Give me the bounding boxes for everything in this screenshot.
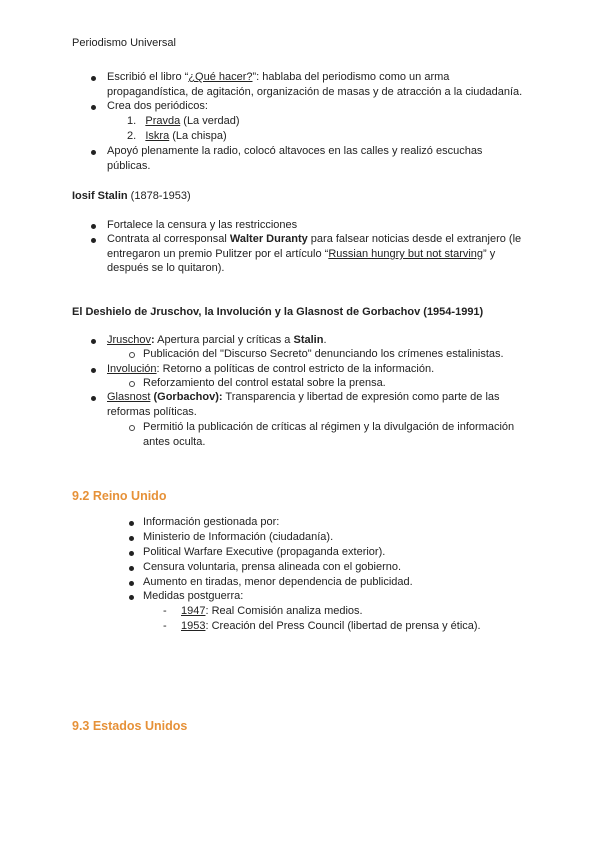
bullet-icon [129,551,134,556]
link-jruschov[interactable]: Jruschov [107,334,152,346]
list-item: Apoyó plenamente la radio, colocó altavoces en las calles y realizó escuchas [107,145,483,157]
list-item-cont: públicas. [107,160,151,172]
bullet-icon [129,521,134,526]
text: Stalin [293,334,324,346]
sub-item: Publicación del "Discurso Secreto" denunciando los crímenes estalinistas. [143,348,504,360]
circle-bullet-icon [129,425,135,431]
bullet-icon [129,595,134,600]
link-glasnost[interactable]: Glasnost [107,391,151,403]
circle-bullet-icon [129,352,135,358]
list-item: Censura voluntaria, prensa alineada con el gobierno. [143,561,402,573]
text: ”: hablaba del periodismo como un arma [252,71,450,83]
text: Contrata al corresponsal [107,233,230,245]
page-header: Periodismo Universal [72,37,176,49]
text: : Real Comisión analiza medios. [205,605,363,617]
list-item: Información gestionada por: [143,516,280,528]
list-item-cont [107,247,495,262]
bullet-icon [91,238,96,243]
text: : Retorno a políticas de control estricto de la información. [156,363,435,375]
list-item: Ministerio de Información (ciudadanía). [143,531,334,543]
bullet-icon [91,76,96,81]
bullet-icon [129,581,134,586]
circle-bullet-icon [129,381,135,387]
dash-item [181,619,481,634]
bullet-icon [91,339,96,344]
link-involucion[interactable]: Involución [107,363,157,375]
heading-estados-unidos: 9.3 Estados Unidos [72,719,188,733]
section-title: El Deshielo de Jruschov, la Involución y la Glasnost de Gorbachov (1954-1991) [72,306,484,318]
bullet-icon [91,150,96,155]
sub-item: Reforzamiento del control estatal sobre la prensa. [143,377,386,389]
text: (La chispa) [169,130,227,142]
list-item-cont: reformas políticas. [107,406,197,418]
sub-item: Permitió la publicación de críticas al régimen y la divulgación de información [143,421,515,433]
link-1947[interactable]: 1947 [181,605,206,617]
number: 2. [127,130,137,142]
numbered-item [127,114,240,129]
text: Transparencia y libertad de expresión como parte de las [222,391,500,403]
bullet-icon [91,105,96,110]
text: Apertura parcial y críticas a [154,334,294,346]
bullet-icon [129,566,134,571]
text: (Gorbachov): [150,391,223,403]
list-item-cont: después se lo quitaron). [107,262,225,274]
bullet-icon [91,396,96,401]
heading-reino-unido: 9.2 Reino Unido [72,489,167,503]
text: Walter Duranty [229,233,308,245]
text: (La verdad) [180,115,240,127]
text: ” y [483,248,496,260]
list-item [107,232,521,247]
numbered-item [127,129,227,144]
name: Iosif Stalin [72,190,128,202]
list-item: Crea dos periódicos: [107,100,208,112]
list-item [107,362,434,377]
link-que-hacer[interactable]: ¿Qué hacer? [188,71,253,83]
bullet-icon [129,536,134,541]
dash-icon: - [163,605,167,617]
text: : [151,334,155,346]
number: 1. [127,115,137,127]
text: para falsear noticias desde el extranjero (le [307,233,522,245]
list-item [107,390,500,405]
list-item [107,70,449,85]
dash-item [181,604,363,619]
link-article[interactable]: Russian hungry but not starving [328,248,484,260]
list-item-cont: propagandística, de agitación, organización de masas y de atracción a la ciudadanía. [107,86,523,98]
link-pravda[interactable]: Pravda [145,115,181,127]
bullet-icon [91,368,96,373]
text: : Creación del Press Council (libertad de prensa y ética). [205,620,481,632]
years: (1878-1953) [127,190,191,202]
list-item: Medidas postguerra: [143,590,244,602]
bullet-icon [91,224,96,229]
dash-icon: - [163,620,167,632]
list-item [107,333,327,348]
sub-item-cont: antes oculta. [143,436,206,448]
text: Escribió el libro “ [107,71,189,83]
link-iskra[interactable]: Iskra [145,130,170,142]
link-1953[interactable]: 1953 [181,620,206,632]
text: entregaron un premio Pulitzer por el artículo “ [107,248,329,260]
text: . [323,334,327,346]
list-item: Fortalece la censura y las restricciones [107,219,298,231]
list-item: Aumento en tiradas, menor dependencia de publicidad. [143,576,413,588]
section-title [72,189,191,204]
list-item: Political Warfare Executive (propaganda exterior). [143,546,386,558]
